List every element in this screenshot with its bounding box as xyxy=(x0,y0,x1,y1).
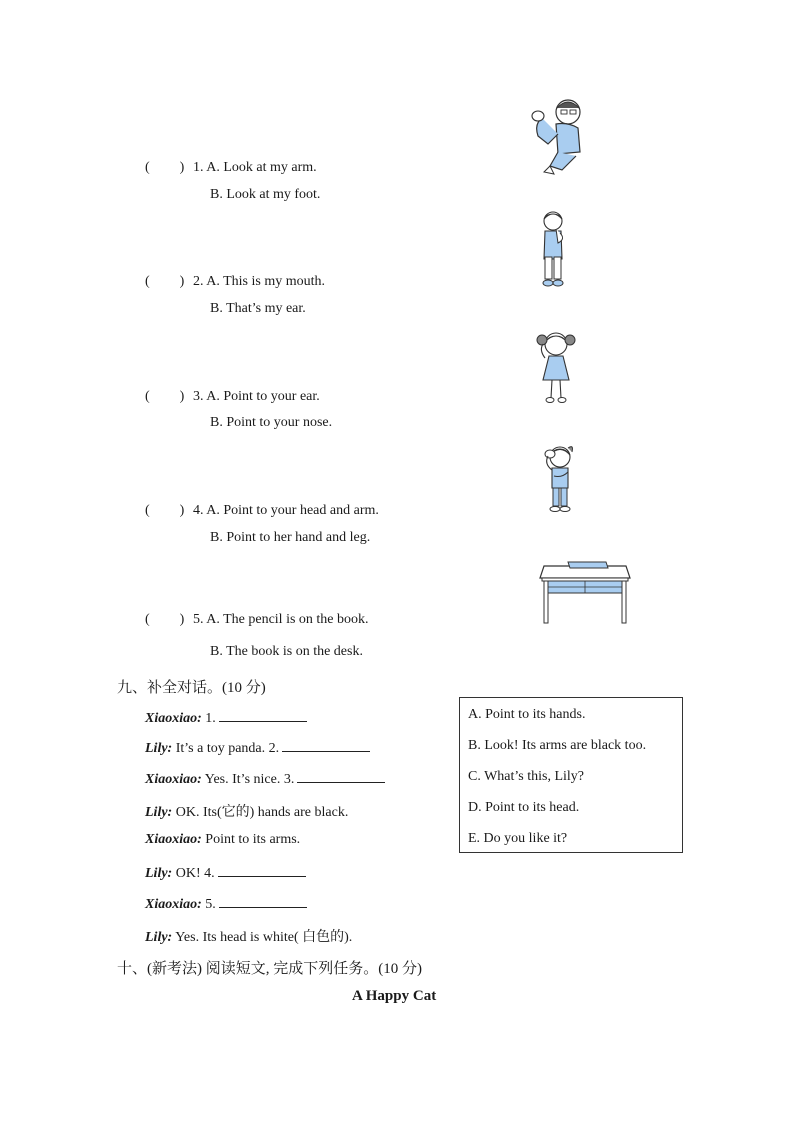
paren-open: ( xyxy=(145,503,150,518)
paren-close: ) xyxy=(179,389,185,404)
dialogue-text: 1. xyxy=(201,711,216,726)
desk-with-book-illustration xyxy=(538,560,632,626)
question-1-option-b: B. Look at my foot. xyxy=(210,187,321,202)
question-4-option-a xyxy=(145,503,379,519)
speaker-name: Xiaoxiao: xyxy=(145,711,202,726)
dialogue-text: OK! 4. xyxy=(172,866,215,881)
answer-blank-2[interactable] xyxy=(282,739,370,752)
dialogue-text: Point to its arms. xyxy=(201,832,301,847)
dialogue-line-4 xyxy=(145,801,348,821)
speaker-name: Lily: xyxy=(145,866,173,881)
speaker-name: Lily: xyxy=(145,930,173,945)
paren-open: ( xyxy=(145,389,150,404)
dialogue-text: It’s a toy panda. 2. xyxy=(172,741,280,756)
option-a-text: A. Point to your ear. xyxy=(206,389,320,404)
section-10-heading: 十、(新考法) 阅读短文, 完成下列任务。(10 分) xyxy=(117,961,422,977)
speaker-name: Xiaoxiao: xyxy=(145,897,202,912)
section-9-heading: 九、补全对话。(10 分) xyxy=(117,680,266,696)
question-5-option-b: B. The book is on the desk. xyxy=(210,644,363,659)
question-number: 1. xyxy=(193,160,204,175)
girl-touching-head-illustration xyxy=(538,442,578,516)
dialogue-text: 5. xyxy=(201,897,216,912)
option-a-text: A. This is my mouth. xyxy=(206,274,325,289)
dialogue-line-7 xyxy=(145,895,307,913)
girl-pointing-ear-illustration xyxy=(535,328,577,404)
question-number: 5. xyxy=(193,612,204,627)
speaker-name: Xiaoxiao: xyxy=(145,832,202,847)
speaker-name: Lily: xyxy=(145,741,173,756)
option-a-text: A. Point to your head and arm. xyxy=(206,503,379,518)
paren-open: ( xyxy=(145,612,150,627)
answer-blank-3[interactable] xyxy=(297,770,385,783)
dialogue-line-5 xyxy=(145,832,300,848)
man-touching-foot-illustration xyxy=(528,96,590,176)
option-a-text: A. The pencil is on the book. xyxy=(206,612,369,627)
question-3-option-b: B. Point to your nose. xyxy=(210,415,333,430)
option-b: B. Look! Its arms are black too. xyxy=(468,738,647,753)
paren-open: ( xyxy=(145,160,150,175)
option-a-text: A. Look at my arm. xyxy=(206,160,317,175)
dialogue-text: OK. Its(它的) hands are black. xyxy=(172,805,349,820)
question-1-option-a xyxy=(145,160,317,176)
dialogue-text: Yes. It’s nice. 3. xyxy=(201,772,295,787)
answer-blank-1[interactable] xyxy=(219,709,307,722)
speaker-name: Lily: xyxy=(145,805,173,820)
option-e: E. Do you like it? xyxy=(468,831,568,846)
question-number: 2. xyxy=(193,274,204,289)
option-a: A. Point to its hands. xyxy=(468,707,586,722)
dialogue-line-2 xyxy=(145,739,370,757)
dialogue-line-3 xyxy=(145,770,385,788)
question-3-option-a xyxy=(145,389,320,405)
dialogue-line-1 xyxy=(145,709,307,727)
option-d: D. Point to its head. xyxy=(468,800,580,815)
paren-close: ) xyxy=(179,612,185,627)
paren-close: ) xyxy=(179,274,185,289)
question-number: 4. xyxy=(193,503,204,518)
paren-close: ) xyxy=(179,160,185,175)
question-2-option-a xyxy=(145,274,325,290)
passage-title: A Happy Cat xyxy=(352,988,437,1004)
answer-blank-4[interactable] xyxy=(218,864,306,877)
options-box xyxy=(459,697,683,853)
question-2-option-b: B. That’s my ear. xyxy=(210,301,306,316)
dialogue-line-8 xyxy=(145,926,352,946)
question-5-option-a xyxy=(145,612,369,628)
boy-touching-mouth-illustration xyxy=(536,209,570,291)
paren-close: ) xyxy=(179,503,185,518)
dialogue-text: Yes. Its head is white( 白色的). xyxy=(172,930,353,945)
question-4-option-b: B. Point to her hand and leg. xyxy=(210,530,371,545)
paren-open: ( xyxy=(145,274,150,289)
option-c: C. What’s this, Lily? xyxy=(468,769,585,784)
speaker-name: Xiaoxiao: xyxy=(145,772,202,787)
dialogue-line-6 xyxy=(145,864,306,882)
answer-blank-5[interactable] xyxy=(219,895,307,908)
question-number: 3. xyxy=(193,389,204,404)
